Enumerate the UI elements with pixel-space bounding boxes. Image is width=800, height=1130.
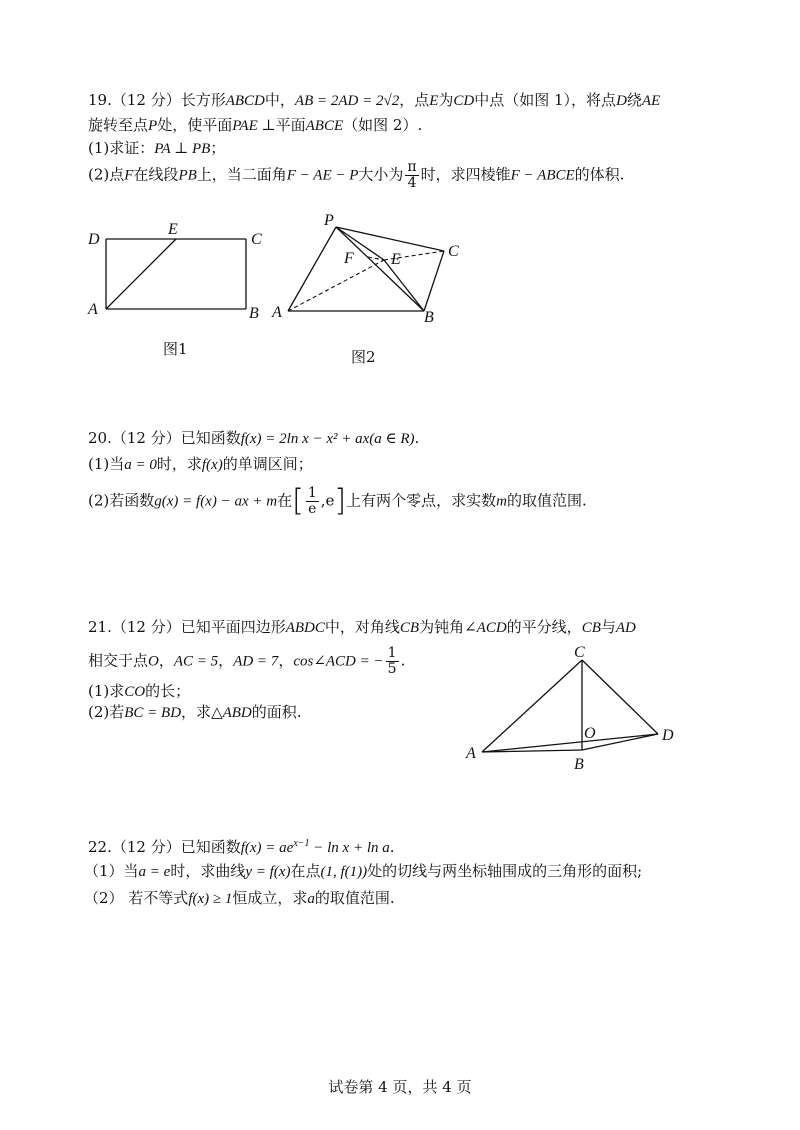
q20-line-1: 20.（12 分）已知函数f(x) = 2ln x − x² + ax(a ∈ R). [88,429,420,447]
label-F: F [344,250,354,267]
edge-PA [288,227,336,311]
label-A: A [272,304,282,321]
edge-AD [482,734,658,752]
q20-line-3: (2)若函数g(x) = f(x) − ax + m在[ $\frac{1}{e}$ ,e]上有两个零点，求实数m的取值范围. [88,483,587,519]
figure-1-rectangle [80,215,280,330]
label-C: C [574,644,585,661]
one-over-e-fraction: $\frac{1}{e}$ [307,485,317,517]
edge-PC [336,227,444,251]
edge-AC [482,660,582,752]
page-footer: 试卷第 4 页，共 4 页 [328,1078,472,1096]
label-B: B [574,756,584,773]
q21-line-3: (1)求CO的长； [88,682,191,700]
label-P: P [324,212,334,229]
figure-2-caption: 图2 [351,348,376,366]
q19-line-2: 旋转至点P处，使平面PAE ⊥平面ABCE（如图 2）. [88,116,423,134]
q22-line-2: （1）当a = e时，求曲线y = f(x)在点(1, f(1))处的切线与两坐标轴围成的三角形的面积; [84,862,643,880]
q20-line-2: (1)当a = 0时，求f(x)的单调区间； [88,455,313,473]
label-C: C [251,231,262,248]
edge-EB [384,260,424,311]
one-over-five-fraction: $\frac{1}{5}$ [387,645,397,677]
q19-line-4: (2)点F在线段PB上，当二面角F − AE − P大小为 $\frac{\pi}{4}$ 时，求四棱锥F − ABCE的体积. [88,159,625,191]
edge-AE [106,239,176,309]
q22-line-3: （2） 若不等式f(x) ≥ 1恒成立，求a的取值范围. [84,889,395,907]
q21-line-1: 21.（12 分）已知平面四边形ABDC中，对角线CB为钝角∠ACD的平分线，CB与AD [88,618,636,636]
q22-line-1: 22.（12 分）已知函数$f(x) = ae^{x-1} - \ln x + \ln a$. [88,838,395,856]
q21-line-2: 相交于点O，AC = 5，AD = 7，cos∠ACD = − $\frac{1}{5}$ . [88,645,406,677]
label-E: E [168,221,178,238]
label-B: B [249,305,259,322]
figure-q21-quadrilateral [460,642,710,777]
label-E: E [391,251,401,268]
label-C: C [448,243,459,260]
label-D: D [662,727,674,744]
edge-CD [582,660,658,734]
figure-1-caption: 图1 [163,340,188,358]
label-A: A [466,745,476,762]
label-A: A [88,301,98,318]
edge-BC [424,251,444,311]
q19-line-1: 19.（12 分）长方形ABCD中，AB = 2AD = 2√2，点E为CD中点（如图 1），将点D绕AE [88,91,661,109]
label-B: B [424,309,434,326]
q19-line-3: (1)求证：PA ⊥ PB； [88,139,226,157]
figure-2-pyramid [270,205,470,330]
q21-line-4: (2)若BC = BD，求△ABD的面积. [88,703,302,721]
pi-over-4-fraction: $\frac{\pi}{4}$ [407,159,417,191]
label-O: O [584,725,596,742]
edge-PB [336,227,424,311]
label-D: D [88,231,100,248]
